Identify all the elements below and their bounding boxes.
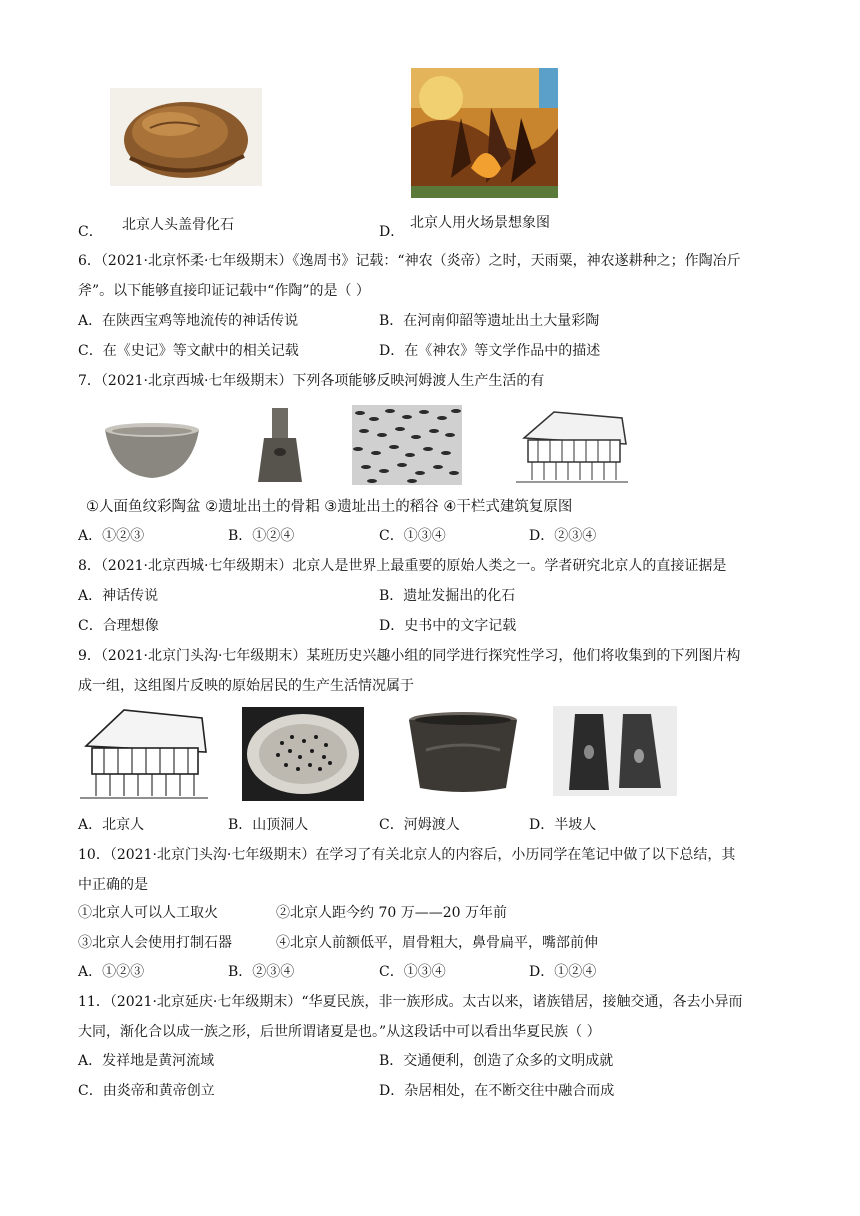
q6-option-b: B．在河南仰韶等遗址出土大量彩陶 bbox=[379, 313, 600, 329]
q7-option-b: B．①②④ bbox=[228, 528, 295, 544]
grain-bowl-image bbox=[242, 707, 364, 801]
stilt-house-image-q9 bbox=[78, 706, 210, 802]
q5-option-c-letter: C． bbox=[78, 224, 103, 240]
q10-option-c: C．①③④ bbox=[379, 964, 446, 980]
q8-option-a: A．神话传说 bbox=[78, 588, 159, 604]
q11-option-a: A．发祥地是黄河流域 bbox=[78, 1053, 215, 1069]
q10-statement-4: ④北京人前额低平，眉骨粗大，鼻骨扁平，嘴部前伸 bbox=[276, 935, 598, 951]
stilt-house-image-q7 bbox=[514, 408, 630, 486]
q5-option-d-letter: D． bbox=[379, 224, 405, 240]
q9-option-c: C．河姆渡人 bbox=[379, 817, 460, 833]
q11-stem-line2: 大同，渐化合以成一族之形，后世所谓诸夏是也。”从这段话中可以看出华夏民族（ ） bbox=[78, 1024, 601, 1040]
q10-option-a: A．①②③ bbox=[78, 964, 145, 980]
q10-statement-1: ①北京人可以人工取火 bbox=[78, 905, 218, 921]
rice-grains-image bbox=[352, 405, 462, 485]
q7-image-captions: ①人面鱼纹彩陶盆 ②遗址出土的骨耜 ③遗址出土的稻谷 ④干栏式建筑复原图 bbox=[86, 499, 573, 515]
q10-statement-3: ③北京人会使用打制石器 bbox=[78, 935, 232, 951]
q9-option-a: A．北京人 bbox=[78, 817, 145, 833]
q8-option-c: C．合理想像 bbox=[78, 618, 159, 634]
q6-option-c: C．在《史记》等文献中的相关记载 bbox=[78, 343, 299, 359]
q5-option-c-caption: 北京人头盖骨化石 bbox=[122, 217, 234, 233]
q8-option-b: B．遗址发掘出的化石 bbox=[379, 588, 516, 604]
q10-option-b: B．②③④ bbox=[228, 964, 295, 980]
skull-fossil-image bbox=[110, 88, 262, 186]
q10-statement-2: ②北京人距今约 70 万——20 万年前 bbox=[276, 905, 507, 921]
bone-spade-image bbox=[254, 408, 306, 486]
q6-option-a: A．在陕西宝鸡等地流传的神话传说 bbox=[78, 313, 299, 329]
q10-option-d: D．①②④ bbox=[529, 964, 597, 980]
q7-stem: 7．（2021·北京西城·七年级期末）下列各项能够反映河姆渡人生产生活的有 bbox=[78, 373, 545, 389]
q9-stem-line2: 成一组，这组图片反映的原始居民的生产生活情况属于 bbox=[78, 678, 414, 694]
q7-option-d: D．②③④ bbox=[529, 528, 597, 544]
q9-option-b: B．山顶洞人 bbox=[228, 817, 309, 833]
q6-stem-line2: 斧”。以下能够直接印证记载中“作陶”的是（ ） bbox=[78, 283, 370, 299]
q10-stem-line1: 10．（2021·北京门头沟·七年级期末）在学习了有关北京人的内容后，小历同学在笔记中做了以下总结，其 bbox=[78, 847, 736, 863]
q5-option-d-caption: 北京人用火场景想象图 bbox=[410, 215, 550, 231]
q11-option-c: C．由炎帝和黄帝创立 bbox=[78, 1083, 215, 1099]
q6-option-d: D．在《神农》等文学作品中的描述 bbox=[379, 343, 601, 359]
fire-scene-image bbox=[411, 68, 558, 198]
q8-option-d: D．史书中的文字记载 bbox=[379, 618, 517, 634]
q7-option-c: C．①③④ bbox=[379, 528, 446, 544]
q9-option-d: D．半坡人 bbox=[529, 817, 597, 833]
q11-stem-line1: 11．（2021·北京延庆·七年级期末）“华夏民族，非一族形成。太古以来，诸族错居，接触交通，各去小异而 bbox=[78, 994, 743, 1010]
q11-option-b: B．交通便利，创造了众多的文明成就 bbox=[379, 1053, 614, 1069]
q11-option-d: D．杂居相处，在不断交往中融合而成 bbox=[379, 1083, 615, 1099]
black-pottery-image bbox=[406, 710, 520, 796]
bone-tools-image bbox=[553, 706, 677, 796]
q6-stem-line1: 6．（2021·北京怀柔·七年级期末）《逸周书》记载：“神农（炎帝）之时，天雨粟，神农遂耕种之；作陶冶斤 bbox=[78, 253, 741, 269]
painted-pottery-basin-image bbox=[103, 420, 201, 482]
q10-stem-line2: 中正确的是 bbox=[78, 877, 148, 893]
q7-option-a: A．①②③ bbox=[78, 528, 145, 544]
q8-stem: 8．（2021·北京西城·七年级期末）北京人是世界上最重要的原始人类之一。学者研究北京人的直接证据是 bbox=[78, 558, 727, 574]
q9-stem-line1: 9．（2021·北京门头沟·七年级期末）某班历史兴趣小组的同学进行探究性学习，他们将收集到的下列图片构 bbox=[78, 648, 741, 664]
